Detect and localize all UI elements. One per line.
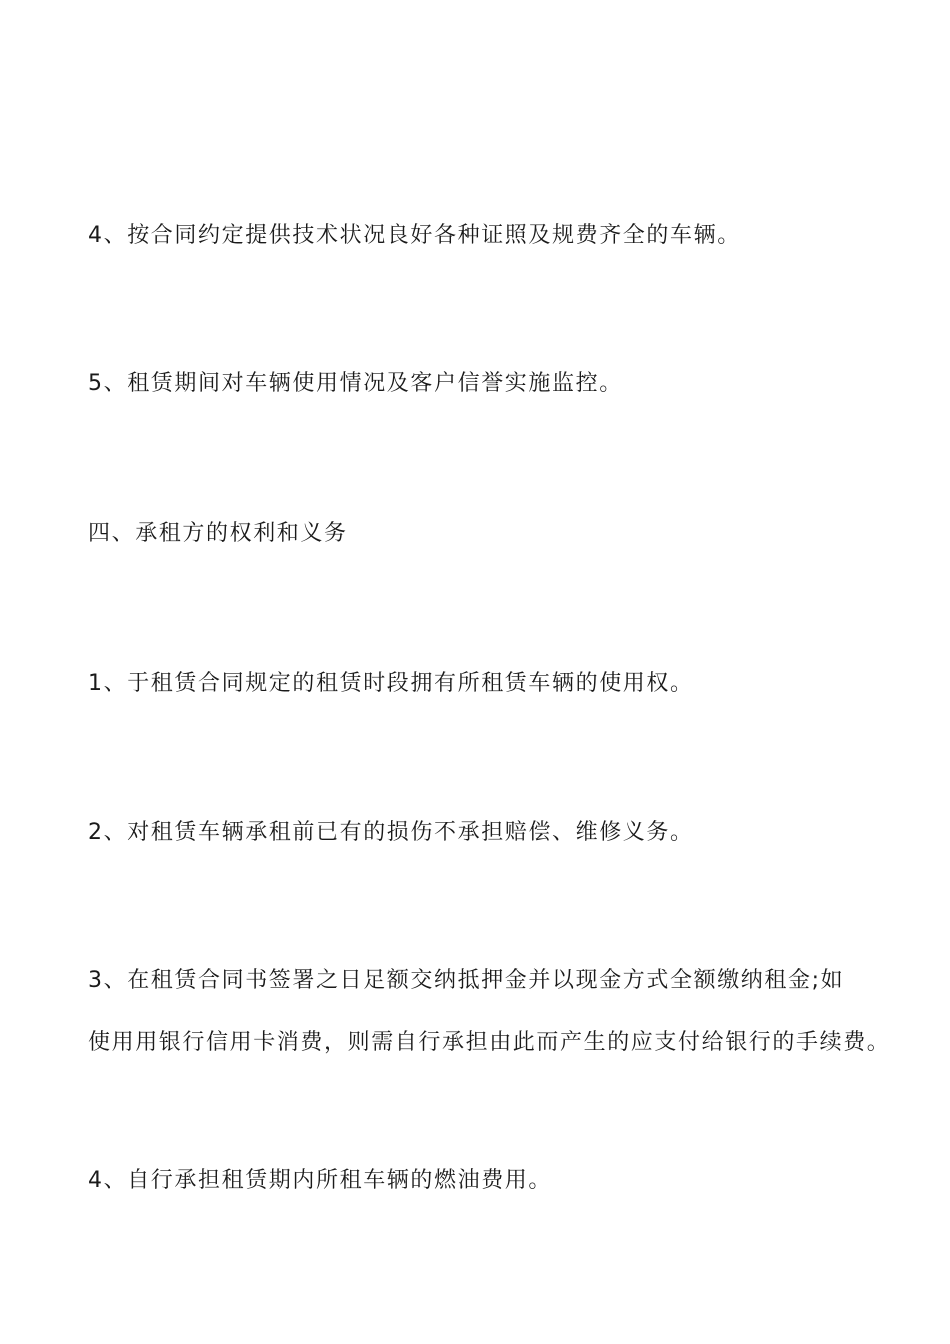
paragraph-lessee-right-2: 2、对租赁车辆承租前已有的损伤不承担赔偿、维修义务。 [88,820,694,845]
paragraph-line: 3、在租赁合同书签署之日足额交纳抵押金并以现金方式全额缴纳租金;如 [88,968,845,993]
paragraph-lessee-right-1: 1、于租赁合同规定的租赁时段拥有所租赁车辆的使用权。 [88,671,694,696]
paragraph-lessee-right-3 [88,950,891,1074]
section-heading-lessee-rights: 四、承租方的权利和义务 [88,521,348,546]
paragraph-line: 使用用银行信用卡消费，则需自行承担由此而产生的应支付给银行的手续费。 [88,1030,891,1055]
paragraph-lessor-obligation-4: 4、按合同约定提供技术状况良好各种证照及规费齐全的车辆。 [88,223,741,248]
paragraph-lessee-right-4: 4、自行承担租赁期内所租车辆的燃油费用。 [88,1168,552,1193]
paragraph-lessor-obligation-5: 5、租赁期间对车辆使用情况及客户信誉实施监控。 [88,371,623,396]
